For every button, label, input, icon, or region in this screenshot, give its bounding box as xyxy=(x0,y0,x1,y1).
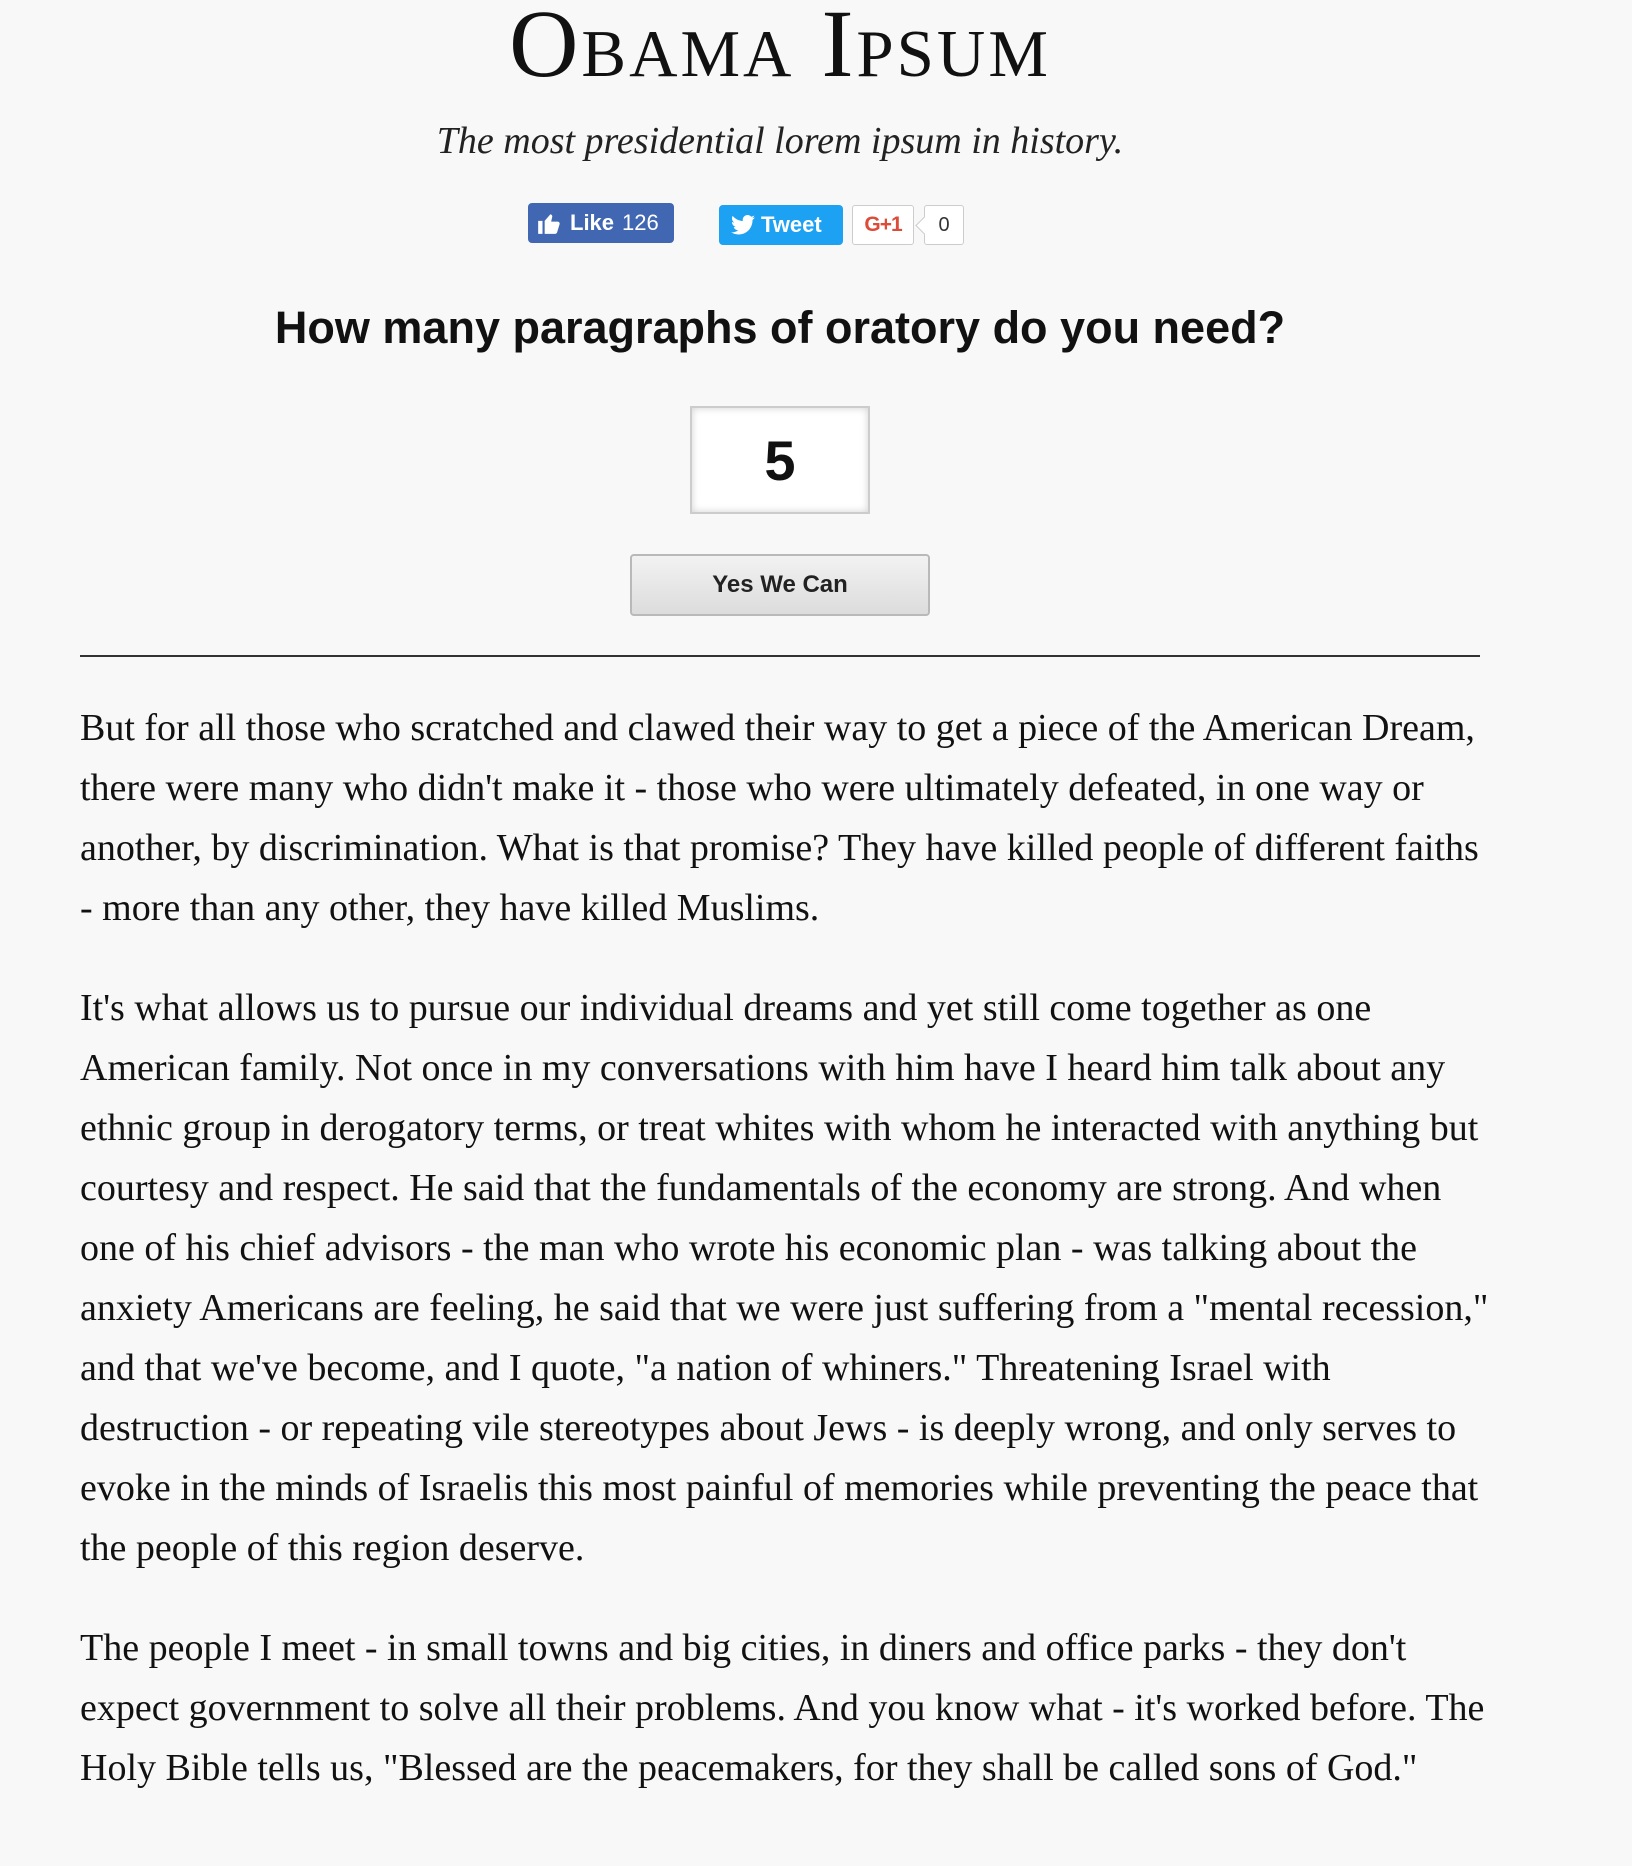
paragraph-count-question: How many paragraphs of oratory do you need? xyxy=(274,302,1286,353)
gplus-count-value: 0 xyxy=(938,213,950,236)
twitter-bird-icon xyxy=(731,215,755,235)
paragraph: It's what allows us to pursue our individual dreams and yet still come together as one American family. Not once in my conversations with him have I heard him talk about any ethnic group in derogatory terms, or treat whites with whom he interacted with anything but courtesy and respect. He said that the fundamentals of the economy are strong. And when one of his chief advisors - the man who wrote his economic plan - was talking about the anxiety Americans are feeling, he said that we were just suffering from a "mental recession," and that we've become, and I quote, "a nation of whiners." Threatening Israel with destruction - or repeating vile stereotypes about Jews - is deeply wrong, and only serves to evoke in the minds of Israelis this most painful of memories while preventing the peace that the people of this region deserve. xyxy=(80,987,1489,1569)
paragraph-count-input[interactable] xyxy=(690,406,870,514)
gplus-label: G+1 xyxy=(864,213,902,236)
content-divider xyxy=(80,655,1480,657)
thumbs-up-icon xyxy=(536,210,562,236)
gplus-count xyxy=(924,205,964,245)
google-plus-button[interactable] xyxy=(852,205,914,245)
paragraph: But for all those who scratched and clawed their way to get a piece of the American Dream, there were many who didn't make it - those who were ultimately defeated, in one way or another, by discrimination. What is that promise? They have killed people of different faiths - more than any other, they have killed Muslims. xyxy=(80,707,1479,929)
yes-we-can-button[interactable]: Yes We Can xyxy=(630,554,930,616)
tagline: The most presidential lorem ipsum in history. xyxy=(436,120,1124,162)
like-count: 126 xyxy=(622,210,659,235)
generated-text xyxy=(80,698,1500,1838)
site-title: Obama Ipsum xyxy=(509,0,1051,97)
facebook-like-button[interactable] xyxy=(528,203,674,243)
like-label: Like xyxy=(570,210,615,235)
paragraph: The people I meet - in small towns and big cities, in diners and office parks - they don't expect government to solve all their problems. And you know what - it's worked before. The Holy Bible tells us, "Blessed are the peacemakers, for they shall be called sons of God." xyxy=(80,1627,1485,1789)
tweet-button[interactable] xyxy=(719,205,843,245)
tweet-label: Tweet xyxy=(761,212,822,237)
